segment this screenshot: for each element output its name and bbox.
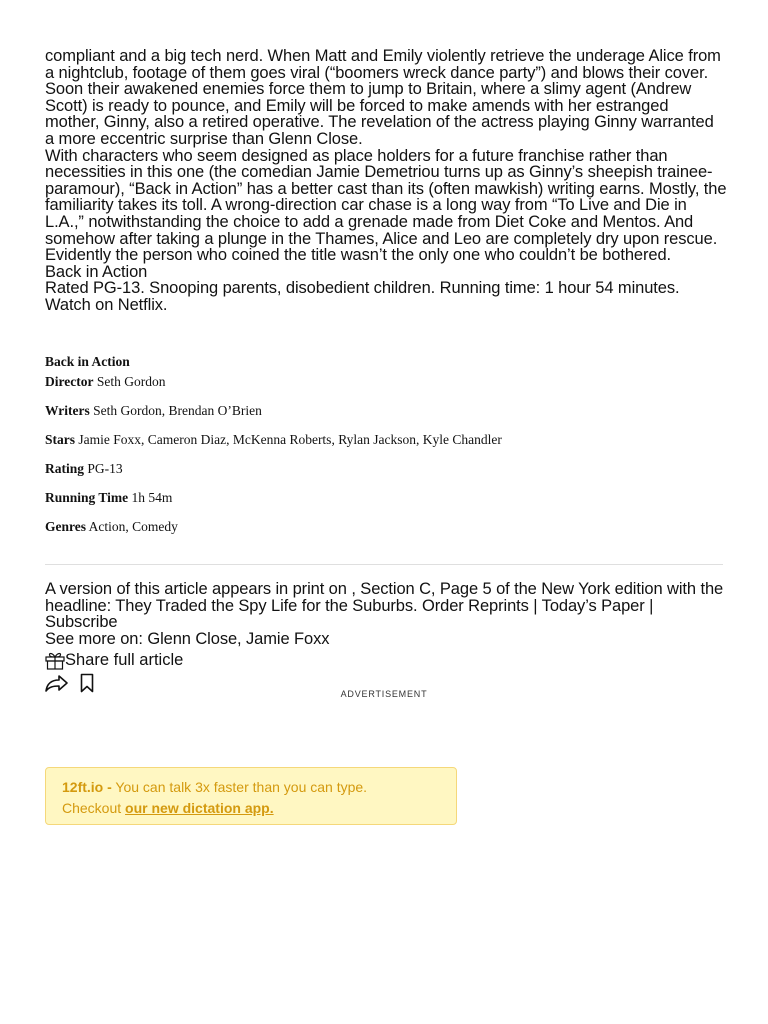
- film-title-line: Back in Action: [45, 262, 148, 281]
- stars-value: Jamie Foxx, Cameron Diaz, McKenna Roberts, Rylan Jackson, Kyle Chandler: [78, 432, 502, 447]
- print-info-block: [45, 581, 727, 647]
- promo-banner: [45, 767, 457, 825]
- separator: ,: [237, 629, 247, 648]
- movie-info-title: Back in Action: [45, 354, 130, 369]
- genres-label: Genres: [45, 519, 86, 534]
- promo-brand: 12ft.io -: [62, 779, 112, 795]
- section-divider: [45, 564, 723, 565]
- genres-value: Action, Comedy: [88, 519, 178, 534]
- rating-line: Rated PG-13. Snooping parents, disobedient children. Running time: 1 hour 54 minutes. Watch on Netflix.: [45, 279, 680, 314]
- print-info-text: A version of this article appears in print on , Section C, Page 5 of the New York edition with the headline: They Traded the Spy Life for the Suburbs.: [45, 580, 724, 615]
- rating-row: [45, 461, 723, 477]
- director-label: Director: [45, 374, 94, 389]
- topic-link-jamie-foxx[interactable]: Jamie Foxx: [246, 629, 330, 648]
- advertisement-label: ADVERTISEMENT: [340, 689, 428, 699]
- see-more: [45, 631, 727, 648]
- rating-label: Rating: [45, 461, 85, 476]
- gift-icon: [45, 651, 65, 670]
- dictation-app-link[interactable]: our new dictation app.: [125, 800, 274, 816]
- todays-paper-link[interactable]: Today’s Paper: [541, 596, 645, 615]
- subscribe-link[interactable]: Subscribe: [45, 613, 118, 632]
- topic-link-glenn-close[interactable]: Glenn Close: [147, 629, 238, 648]
- separator: |: [644, 596, 654, 615]
- article-paragraph: compliant and a big tech nerd. When Matt and Emily violently retrieve the underage Alice from a nightclub, footage of them goes viral (“boomers wreck dance party”) and blows their cover. Soon their awakened enemies force them to jump to Britain, where a slimy agent (Andrew Scott) is ready to pounce, and Emily will be forced to make amends with her estranged mother, Ginny, also a retired operative. The revelation of the actress playing Ginny warranted a more eccentric surprise than Glenn Close.: [45, 47, 721, 148]
- writers-row: [45, 403, 723, 419]
- share-full-article-label: Share full article: [65, 650, 184, 669]
- writers-value: Seth Gordon, Brendan O’Brien: [93, 403, 262, 418]
- article-paragraph: With characters who seem designed as place holders for a future franchise rather than necessities in this one (the comedian Jamie Demetriou turns up as Ginny’s sheepish trainee-paramour), “Back in Action” has a better cast than its (often mawkish) writing earns. Mostly, the familiarity takes its toll. A wrong-direction car chase is a long way from “To Live and Die in L.A.,” notwithstanding the choice to add a grenade made from Diet Coke and Mentos. And somehow after taking a plunge in the Thames, Alice and Leo are completely dry upon rescue. Evidently the person who coined the title wasn’t the only one who couldn’t be bothered.: [45, 146, 727, 265]
- promo-line-2: [62, 798, 440, 819]
- running-time-row: [45, 490, 723, 506]
- running-time-label: Running Time: [45, 490, 129, 505]
- see-more-prefix: See more on:: [45, 629, 148, 648]
- print-info: [45, 581, 727, 631]
- movie-info-card: [45, 354, 723, 548]
- director-row: [45, 374, 723, 390]
- writers-label: Writers: [45, 403, 90, 418]
- stars-label: Stars: [45, 432, 75, 447]
- promo-message: You can talk 3x faster than you can type.: [111, 779, 368, 795]
- stars-row: [45, 432, 723, 448]
- director-value: Seth Gordon: [96, 374, 166, 389]
- genres-row: [45, 519, 723, 535]
- rating-value: PG-13: [87, 461, 123, 476]
- promo-prefix: Checkout: [62, 800, 126, 816]
- promo-line-1: [62, 777, 440, 798]
- running-time-value: 1h 54m: [131, 490, 173, 505]
- share-full-article-button[interactable]: [45, 650, 183, 670]
- separator: |: [528, 596, 542, 615]
- article-body: [45, 48, 727, 314]
- order-reprints-link[interactable]: Order Reprints: [422, 596, 529, 615]
